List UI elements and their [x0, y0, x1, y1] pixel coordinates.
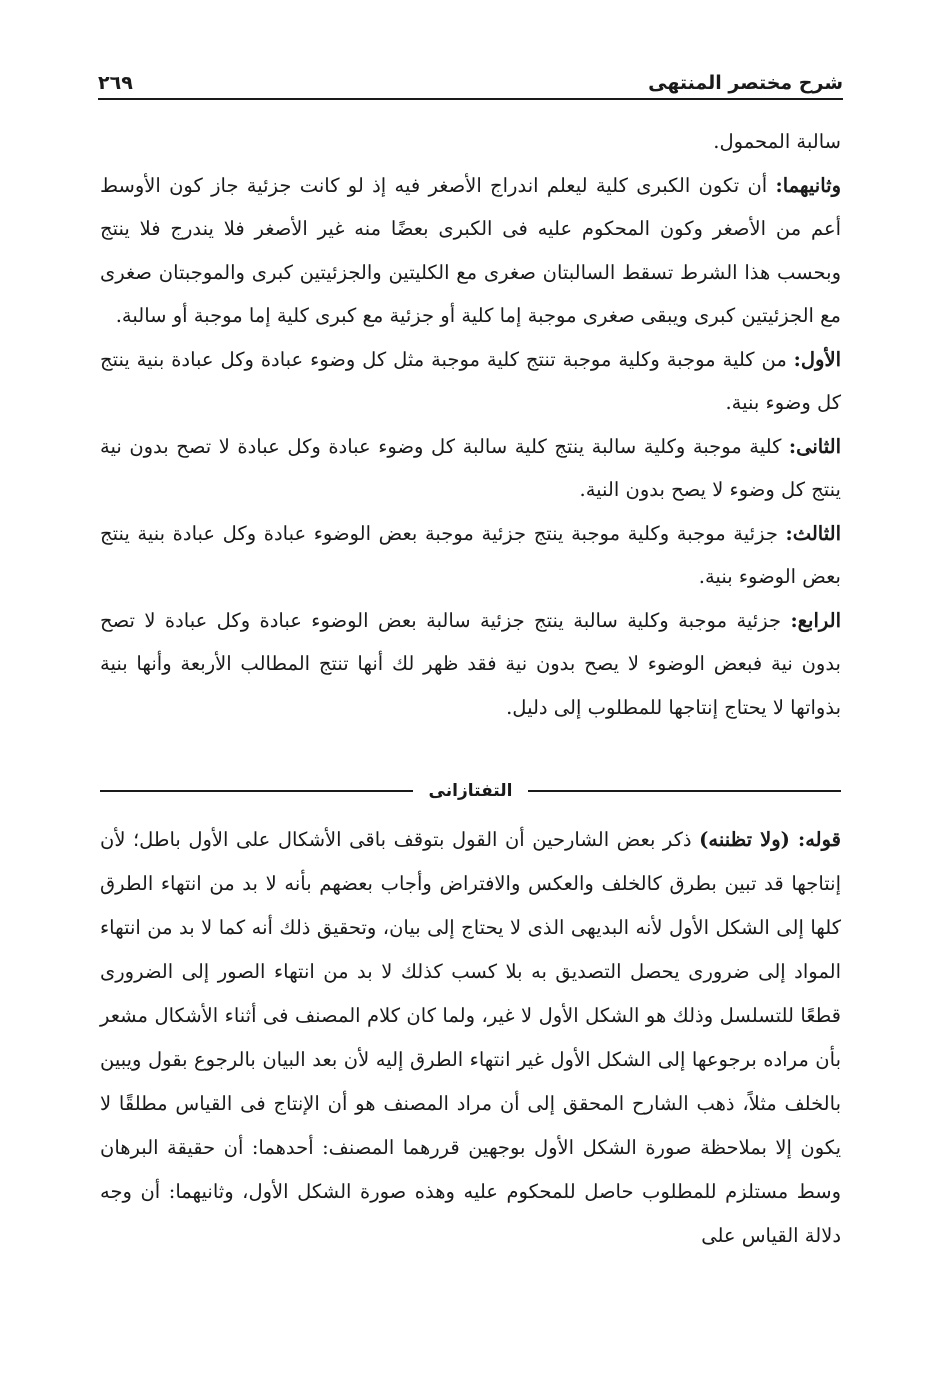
divider-label: التفتازانى — [428, 781, 513, 801]
paragraph-text: من كلية موجبة وكلية موجبة تنتج كلية موجبة مثل كل وضوء عبادة وكل عبادة بنية ينتج كل وضوء بنية. — [100, 347, 841, 414]
paragraph — [100, 599, 841, 730]
commentary-body: ذكر بعض الشارحين أن القول بتوقف باقى الأشكال على الأول باطل؛ لأن إنتاجها قد تبين بطرق كالخلف والعكس والافتراض وأجاب بعضهم بأنه لا بد من انتهاء الطرق كلها إلى الشكل الأول لأنه البديهى الذى لا يحتاج إلى بيان، وتحقيق ذلك أنه كما لا بد من انتهاء المواد إلى ضرورى يحصل التصديق به بلا كسب كذلك لا بد من انتهاء الصور إلى الضرورى قطعًا للتسلسل وذلك هو الشكل الأول لا غير، ولما كان كلام المصنف فى أثناء الأشكال مشعر بأن مراده برجوعها إلى الشكل الأول غير انتهاء الطرق إليه لأن بعد البيان بالرجوع بقول ويبين بالخلف مثلاً، ذهب الشارح المحقق إلى أن مراد المصنف هو أن الإنتاج فى القياس مطلقًا لا يكون إلا بملاحظة صورة الشكل الأول بوجهين قررهما المصنف: أحدهما: أن حقيقة البرهان وسط مستلزم للمطلوب حاصل للمحكوم عليه وهذه صورة الشكل الأول، وثانيهما: أن وجه دلالة القياس على — [100, 828, 842, 1247]
paragraph — [100, 512, 841, 599]
paragraph-lead: الثالث: — [785, 521, 841, 545]
paragraph — [100, 164, 841, 338]
commentary-lead: قوله: (ولا تظننه) — [699, 828, 842, 851]
paragraph — [100, 338, 841, 425]
paragraph-lead: الثانى: — [788, 434, 841, 458]
divider-line-right — [528, 790, 841, 792]
paragraph-text: جزئية موجبة وكلية سالبة ينتج جزئية سالبة بعض الوضوء عبادة وكل عبادة لا تصح بدون نية فبعض الوضوء لا يصح بدون نية فقد ظهر لك أنها تنتج المطالب الأربعة وأنها بنية بذواتها لا يحتاج إنتاجها للمطلوب إلى دليل. — [100, 608, 841, 719]
main-text — [100, 120, 841, 729]
section-divider — [100, 776, 841, 806]
paragraph — [100, 425, 841, 512]
header-title: شرح مختصر المنتهى — [648, 72, 843, 94]
paragraph-text: كلية موجبة وكلية سالبة ينتج كلية سالبة كل وضوء عبادة وكل عبادة لا تصح بدون نية ينتج كل وضوء لا يصح بدون النية. — [100, 434, 841, 501]
paragraph — [100, 818, 841, 1258]
commentary-text — [100, 818, 841, 1258]
paragraph — [100, 120, 841, 164]
paragraph-lead: الرابع: — [790, 608, 841, 632]
divider-line-left — [100, 790, 413, 792]
paragraph-lead: الأول: — [793, 347, 841, 371]
page-number: ٢٦٩ — [98, 72, 133, 94]
running-header — [98, 58, 843, 100]
paragraph-text: أن تكون الكبرى كلية ليعلم اندراج الأصغر فيه إذ لو كانت جزئية جاز كون الأوسط أعم من الأصغر وكون المحكوم عليه فى الكبرى بعضًا منه غير الأصغر فلا يندرج فلا ينتج وبحسب هذا الشرط تسقط السالبتان صغرى مع الكليتين والجزئيتين كبرى والموجبتان صغرى مع الجزئيتين كبرى ويبقى صغرى موجبة إما كلية أو جزئية مع كبرى كلية إما موجبة أو سالبة. — [100, 173, 841, 327]
paragraph-text: سالبة المحمول. — [713, 130, 841, 153]
paragraph-text: جزئية موجبة وكلية موجبة ينتج جزئية موجبة بعض الوضوء عبادة وكل عبادة بنية ينتج بعض الوضوء بنية. — [100, 521, 841, 588]
paragraph-lead: وثانيهما: — [775, 173, 842, 197]
